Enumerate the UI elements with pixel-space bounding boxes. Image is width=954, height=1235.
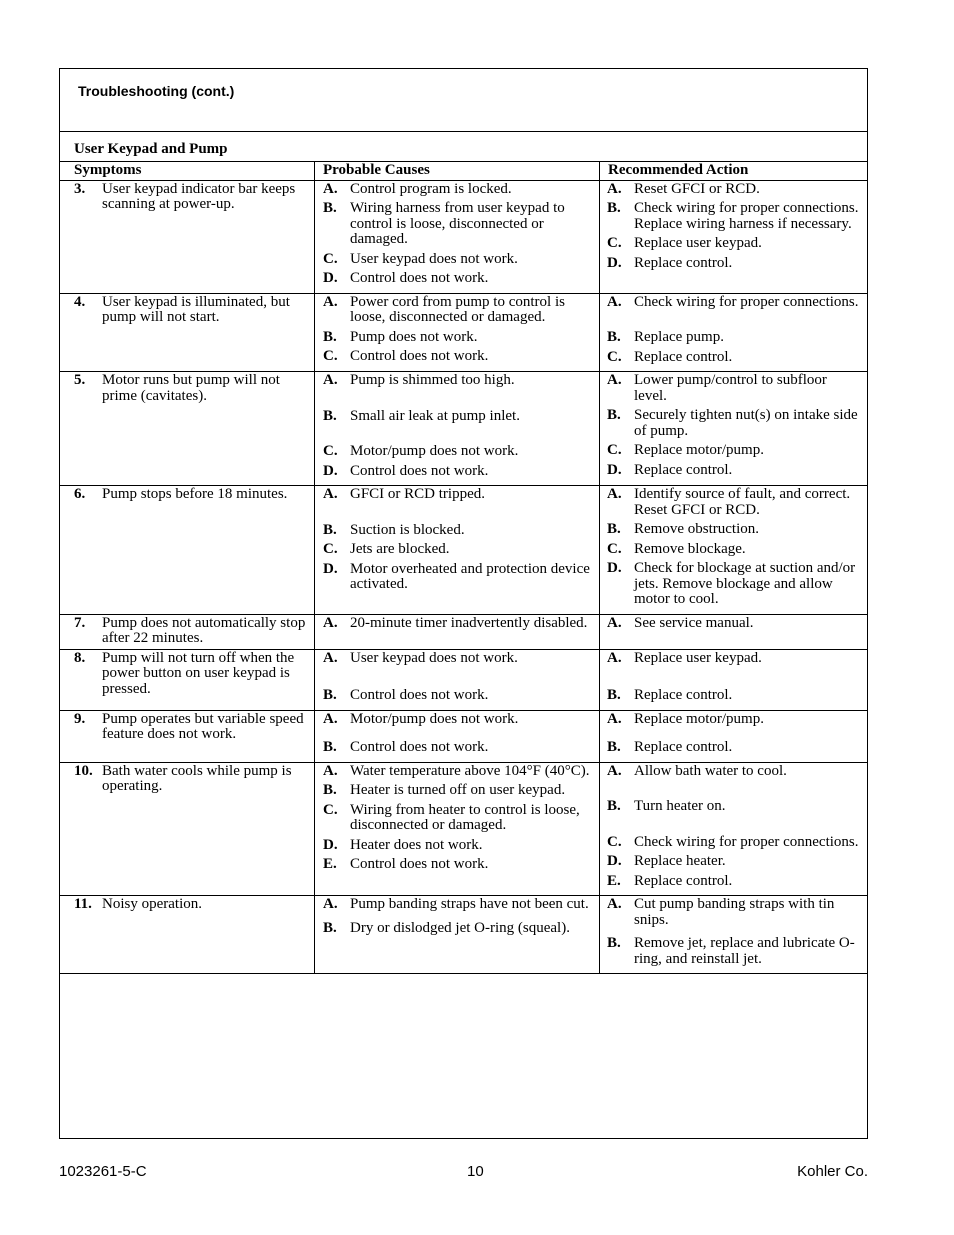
action-text: Reset GFCI or RCD. (634, 180, 760, 197)
action-letter: C. (607, 442, 622, 458)
symptom-text: Bath water cools while pump is operating. (102, 762, 292, 794)
action-item (607, 295, 863, 311)
cause-item (323, 740, 595, 756)
actions-cell (600, 710, 868, 762)
action-letter: C. (607, 348, 622, 365)
action-letter: E. (607, 872, 621, 889)
action-letter: D. (607, 254, 622, 271)
cause-item (323, 921, 595, 937)
action-item (607, 330, 863, 346)
symptom-number: 11. (74, 896, 92, 912)
cause-letter: C. (323, 348, 338, 364)
action-item (607, 542, 863, 558)
symptom-number: 10. (74, 762, 93, 779)
action-item (607, 373, 863, 404)
cause-letter: A. (323, 614, 338, 631)
action-letter: A. (607, 486, 622, 502)
action-text: Replace control. (634, 872, 733, 889)
cause-text: Small air leak at pump inlet. (350, 407, 520, 424)
table-row (60, 614, 868, 649)
symptom-text: Pump operates but variable speed feature does not work. (102, 710, 304, 742)
cause-item (323, 464, 595, 480)
action-item (607, 256, 863, 272)
actions-cell (600, 372, 868, 486)
cause-letter: A. (323, 486, 338, 502)
table-row (60, 762, 868, 896)
cause-letter: A. (323, 896, 338, 912)
cause-text: Jets are blocked. (350, 541, 450, 557)
action-text: Replace user keypad. (634, 235, 762, 251)
action-item (607, 408, 863, 439)
actions-cell (600, 180, 868, 293)
cause-text: Heater does not work. (350, 836, 483, 853)
cause-text: Power cord from pump to control is loose, disconnected or damaged. (350, 293, 565, 325)
symptom-number: 7. (74, 614, 86, 631)
action-letter: B. (607, 935, 621, 951)
cause-item (323, 373, 595, 389)
action-text: See service manual. (634, 614, 754, 631)
cause-item (323, 409, 595, 425)
action-text: Check wiring for proper connections. (634, 833, 859, 850)
cause-item (323, 712, 595, 728)
cause-text: Wiring from heater to control is loose, disconnected or damaged. (350, 801, 580, 833)
actions-cell (600, 896, 868, 974)
action-text: Replace control. (634, 254, 733, 271)
cause-item (323, 295, 595, 326)
action-item (607, 463, 863, 479)
action-letter: B. (607, 798, 621, 814)
action-text: Remove jet, replace and lubricate O-ring, and reinstall jet. (634, 935, 855, 967)
footer-page-number: 10 (467, 1163, 484, 1180)
action-letter: A. (607, 372, 622, 388)
action-text: Cut pump banding straps with tin snips. (634, 896, 835, 928)
action-text: Check for blockage at suction and/or jets. Remove blockage and allow motor to cool. (634, 560, 856, 607)
cause-item (323, 182, 595, 198)
action-text: Replace control. (634, 348, 733, 365)
symptom (74, 182, 310, 213)
action-letter: A. (607, 180, 622, 197)
cause-text: User keypad does not work. (350, 250, 518, 267)
page-frame (59, 68, 868, 1139)
action-item (607, 897, 863, 928)
cause-text: GFCI or RCD tripped. (350, 486, 485, 502)
action-text: Replace user keypad. (634, 649, 762, 666)
action-text: Lower pump/control to subfloor level. (634, 372, 827, 404)
cause-text: Suction is blocked. (350, 521, 465, 538)
action-text: Replace control. (634, 739, 733, 755)
table-row (60, 293, 868, 372)
cause-item (323, 201, 595, 248)
action-item (607, 522, 863, 538)
symptom-cell (60, 896, 315, 974)
cause-item (323, 349, 595, 365)
header-divider (60, 131, 867, 132)
table-row (60, 649, 868, 710)
causes-cell (315, 180, 600, 293)
action-item (607, 182, 863, 198)
table-row (60, 180, 868, 293)
column-header-symptoms: Symptoms (60, 162, 315, 181)
action-text: Replace control. (634, 461, 733, 478)
cause-item (323, 271, 595, 287)
action-item (607, 201, 863, 232)
cause-letter: C. (323, 541, 338, 557)
symptom-text: Noisy operation. (102, 896, 202, 912)
causes-cell (315, 614, 600, 649)
cause-letter: D. (323, 836, 338, 853)
action-text: Replace control. (634, 687, 733, 703)
causes-cell (315, 649, 600, 710)
symptom-number: 4. (74, 293, 86, 310)
action-text: Check wiring for proper connections. Replace wiring harness if necessary. (634, 200, 859, 232)
causes-cell (315, 293, 600, 372)
symptom (74, 712, 310, 743)
causes-cell (315, 372, 600, 486)
symptom-text: User keypad is illuminated, but pump will not start. (102, 293, 290, 325)
action-item (607, 688, 863, 704)
symptom-number: 9. (74, 710, 86, 727)
cause-letter: B. (323, 328, 337, 345)
action-text: Check wiring for proper connections. (634, 293, 859, 310)
footer-company: Kohler Co. (797, 1163, 868, 1180)
action-letter: D. (607, 853, 622, 869)
cause-text: Pump does not work. (350, 328, 478, 345)
symptom (74, 616, 310, 647)
action-text: Remove obstruction. (634, 521, 759, 537)
cause-item (323, 897, 595, 913)
causes-cell (315, 710, 600, 762)
action-letter: B. (607, 521, 621, 537)
cause-item (323, 838, 595, 854)
cause-letter: B. (323, 739, 337, 755)
action-letter: A. (607, 896, 622, 912)
cause-item (323, 542, 595, 558)
column-header-causes: Probable Causes (315, 162, 600, 181)
table-row (60, 896, 868, 974)
action-item (607, 874, 863, 890)
action-item (607, 740, 863, 756)
cause-text: Control does not work. (350, 462, 489, 479)
action-letter: C. (607, 540, 622, 557)
cause-text: Dry or dislodged jet O-ring (squeal). (350, 919, 570, 936)
symptom (74, 651, 310, 698)
cause-text: Water temperature above 104°F (40°C). (350, 762, 590, 779)
symptom (74, 373, 310, 404)
symptom-number: 6. (74, 486, 86, 502)
section-title: User Keypad and Pump (74, 141, 228, 157)
cause-item (323, 330, 595, 346)
action-text: Remove blockage. (634, 540, 746, 557)
actions-cell (600, 293, 868, 372)
cause-letter: B. (323, 919, 337, 936)
cause-item (323, 651, 595, 667)
cause-text: Control does not work. (350, 856, 489, 872)
action-item (607, 799, 863, 815)
cause-text: Wiring harness from user keypad to control is loose, disconnected or damaged. (350, 200, 565, 247)
causes-cell (315, 486, 600, 615)
symptom-text: Pump will not turn off when the power button on user keypad is pressed. (102, 649, 295, 697)
cause-letter: D. (323, 270, 338, 286)
action-item (607, 764, 863, 780)
cause-letter: A. (323, 649, 338, 666)
action-item (607, 712, 863, 728)
symptom-cell (60, 762, 315, 896)
action-item (607, 651, 863, 667)
cause-item (323, 857, 595, 873)
cause-item (323, 562, 595, 593)
causes-cell (315, 762, 600, 896)
symptom-number: 3. (74, 180, 86, 197)
action-text: Turn heater on. (634, 798, 726, 814)
symptom (74, 897, 310, 913)
cause-letter: D. (323, 462, 338, 479)
troubleshooting-table (59, 161, 868, 974)
cause-letter: C. (323, 250, 338, 267)
action-item (607, 561, 863, 608)
action-letter: D. (607, 461, 622, 478)
action-letter: D. (607, 560, 622, 576)
action-letter: A. (607, 293, 622, 310)
symptom (74, 295, 310, 326)
symptom-text: Pump does not automatically stop after 22 minutes. (102, 614, 306, 646)
action-item (607, 443, 863, 459)
cause-text: Control does not work. (350, 739, 489, 755)
cause-letter: D. (323, 560, 338, 577)
action-letter: A. (607, 710, 622, 727)
actions-cell (600, 614, 868, 649)
actions-cell (600, 649, 868, 710)
action-text: Identify source of fault, and correct. Reset GFCI or RCD. (634, 486, 851, 518)
cause-item (323, 688, 595, 704)
cause-item (323, 444, 595, 460)
symptom-number: 5. (74, 372, 86, 388)
cause-letter: B. (323, 521, 337, 538)
cause-item (323, 523, 595, 539)
action-letter: B. (607, 687, 621, 703)
symptom-cell (60, 649, 315, 710)
cause-item (323, 803, 595, 834)
cause-item (323, 764, 595, 780)
cause-text: 20-minute timer inadvertently disabled. (350, 614, 588, 631)
cause-letter: A. (323, 180, 338, 197)
cause-text: Motor overheated and protection device activated. (350, 560, 590, 592)
action-item (607, 236, 863, 252)
symptom-cell (60, 180, 315, 293)
action-letter: B. (607, 200, 621, 216)
action-letter: B. (607, 329, 621, 345)
action-item (607, 350, 863, 366)
symptom-cell (60, 710, 315, 762)
cause-text: User keypad does not work. (350, 649, 518, 666)
cause-text: Control does not work. (350, 348, 489, 364)
table-header-row (60, 162, 868, 181)
action-text: Securely tighten nut(s) on intake side of pump. (634, 407, 858, 439)
action-letter: A. (607, 649, 622, 666)
action-item (607, 487, 863, 518)
page-title: Troubleshooting (cont.) (78, 83, 235, 99)
action-text: Replace heater. (634, 853, 726, 869)
action-text: Replace pump. (634, 329, 724, 345)
cause-letter: C. (323, 443, 338, 459)
symptom-text: Pump stops before 18 minutes. (102, 486, 288, 502)
actions-cell (600, 486, 868, 615)
cause-letter: C. (323, 801, 338, 818)
action-letter: C. (607, 833, 622, 850)
symptom (74, 764, 310, 795)
symptom-text: Motor runs but pump will not prime (cavitates). (102, 372, 280, 404)
cause-text: Motor/pump does not work. (350, 710, 519, 727)
cause-letter: A. (323, 710, 338, 727)
action-item (607, 616, 863, 632)
action-letter: A. (607, 614, 622, 631)
action-text: Allow bath water to cool. (634, 762, 787, 779)
cause-letter: B. (323, 407, 337, 424)
cause-letter: A. (323, 372, 338, 388)
table-row (60, 486, 868, 615)
cause-letter: A. (323, 762, 338, 779)
action-letter: B. (607, 407, 621, 423)
cause-letter: E. (323, 856, 337, 872)
column-header-actions: Recommended Action (600, 162, 868, 181)
action-letter: A. (607, 762, 622, 779)
symptom-cell (60, 372, 315, 486)
action-letter: C. (607, 235, 622, 251)
cause-text: Pump is shimmed too high. (350, 372, 515, 388)
causes-cell (315, 896, 600, 974)
cause-text: Control does not work. (350, 687, 489, 703)
footer-doc-number: 1023261-5-C (59, 1163, 147, 1180)
symptom-cell (60, 614, 315, 649)
action-text: Replace motor/pump. (634, 710, 764, 727)
actions-cell (600, 762, 868, 896)
cause-item (323, 783, 595, 799)
action-text: Replace motor/pump. (634, 442, 764, 458)
cause-text: Pump banding straps have not been cut. (350, 896, 589, 912)
table-body (60, 180, 868, 974)
cause-text: Control does not work. (350, 270, 489, 286)
cause-item (323, 252, 595, 268)
cause-letter: B. (323, 782, 337, 798)
cause-letter: B. (323, 687, 337, 703)
symptom-cell (60, 486, 315, 615)
cause-text: Heater is turned off on user keypad. (350, 782, 566, 798)
cause-letter: B. (323, 200, 337, 216)
table-row (60, 710, 868, 762)
symptom-number: 8. (74, 649, 86, 666)
symptom-text: User keypad indicator bar keeps scanning at power-up. (102, 180, 296, 212)
cause-text: Control program is locked. (350, 180, 512, 197)
symptom (74, 487, 310, 503)
table-row (60, 372, 868, 486)
cause-item (323, 487, 595, 503)
action-item (607, 936, 863, 967)
action-letter: B. (607, 739, 621, 755)
cause-text: Motor/pump does not work. (350, 443, 519, 459)
action-item (607, 854, 863, 870)
cause-item (323, 616, 595, 632)
symptom-cell (60, 293, 315, 372)
action-item (607, 835, 863, 851)
cause-letter: A. (323, 293, 338, 310)
